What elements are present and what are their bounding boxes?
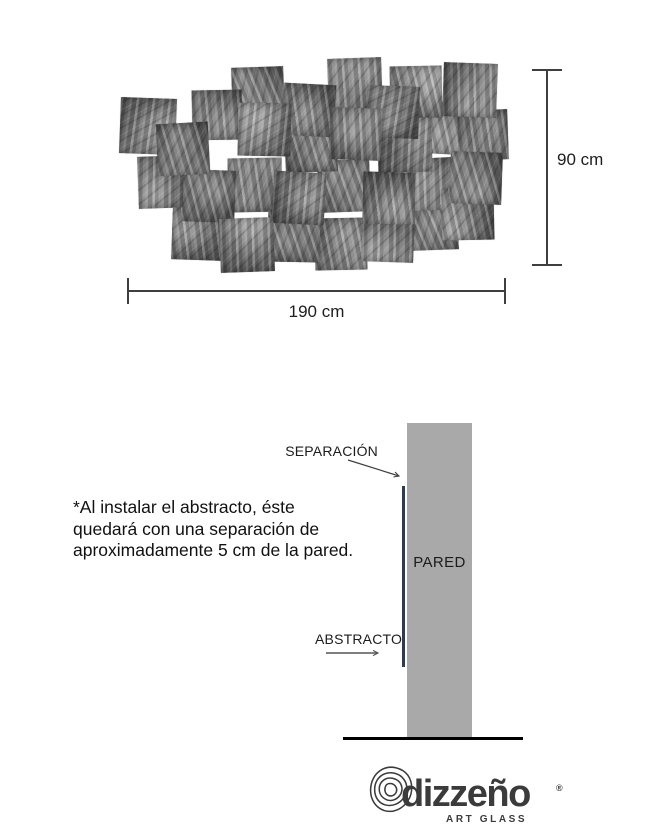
glass-square-tile	[219, 217, 275, 273]
separation-label: SEPARACIÓN	[285, 443, 378, 459]
wall-rect	[407, 423, 472, 737]
glass-square-tile	[442, 62, 498, 118]
glass-square-tile	[238, 103, 292, 157]
glass-square-tile	[156, 122, 211, 177]
brand-name: dizzeño	[401, 773, 530, 815]
glass-square-tile	[272, 171, 327, 226]
glass-square-tile	[329, 107, 383, 161]
floor-line	[343, 737, 523, 740]
abstract-label: ABSTRACTO	[315, 631, 403, 647]
height-dimension-label: 90 cm	[557, 150, 604, 169]
width-dimension-right-cap	[504, 278, 506, 304]
height-dimension-line	[546, 70, 548, 266]
installation-note-line: aproximadamente 5 cm de la pared.	[73, 540, 354, 561]
separation-arrow	[344, 456, 408, 484]
wall-label: PARED	[413, 554, 466, 571]
installation-note-line: *Al instalar el abstracto, éste	[73, 497, 295, 517]
height-dimension-top-cap	[532, 69, 562, 71]
abstract-arrow	[320, 645, 388, 661]
brand-tagline: ART GLASS	[446, 814, 528, 825]
installation-note	[73, 497, 353, 562]
glass-square-tile	[315, 218, 368, 271]
abstract-side-panel	[402, 486, 405, 667]
installation-note-line: quedará con una separación de	[73, 518, 320, 539]
glass-square-tile	[363, 172, 416, 225]
abstract-artwork-image	[120, 60, 512, 272]
width-dimension-left-cap	[127, 278, 129, 304]
height-dimension-bottom-cap	[532, 264, 562, 266]
glass-square-tile	[449, 151, 503, 205]
width-dimension-line	[128, 290, 505, 292]
glass-square-tile	[182, 169, 236, 223]
width-dimension-label: 190 cm	[288, 302, 345, 321]
registered-trademark: ®	[556, 783, 563, 793]
